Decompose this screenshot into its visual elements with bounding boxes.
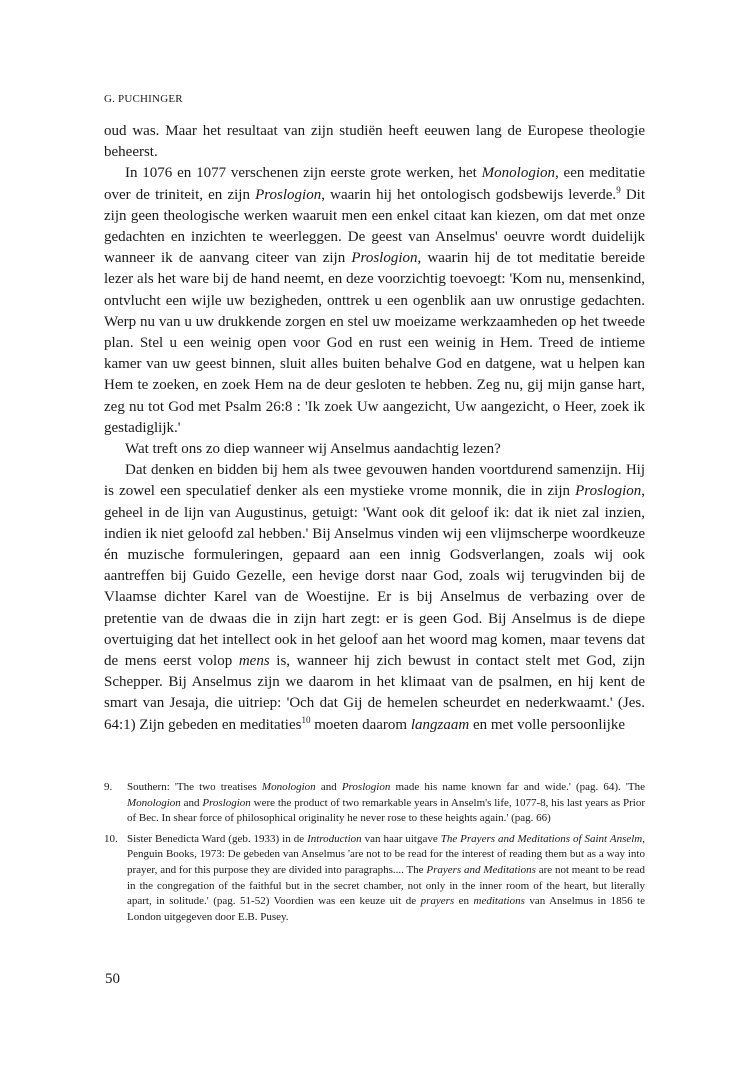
title-proslogion: Proslogion <box>351 250 418 267</box>
italic-run: Prayers and Meditations <box>426 863 536 876</box>
text-run: Dit zijn geen theologische werken waaruit men een enkel citaat kan kiezen, om dat met onze gedachten en inzichten te weerleggen. De geest van Anselmus' oeuvre wordt duidelijk wanneer ik de aanvang citeer van zijn <box>104 186 645 267</box>
text-run: en met volle persoonlijke <box>469 716 625 733</box>
text-run: made his name known far and wide.' (pag. 64). 'The <box>390 781 645 793</box>
text-run: Sister Benedicta Ward (geb. 1933) in de <box>127 832 308 845</box>
text-run: and <box>315 781 342 793</box>
footnote-ref-10[interactable]: 10 <box>301 714 311 725</box>
emphasis-langzaam: langzaam <box>410 716 470 733</box>
footnote-10 <box>104 832 645 926</box>
text-run: Dat denken en bidden bij hem als twee gevouwen handen voortdurend samenzijn. Hij is zowel een speculatief denker als een mystieke vrome monnik, die in zijn <box>104 462 645 500</box>
text-run: were the product of two remarkable years in Anselm's life, 1077-8, his last years as Prior of Bec. In shear force of philosophical originality he never rose to these heights again.' (pag. 66) <box>127 796 645 825</box>
text-run: In 1076 en 1077 verschenen zijn eerste grote werken, het <box>125 165 482 182</box>
paragraph-1-text: oud was. Maar het resultaat van zijn studiën heeft eeuwen lang de Europese theologie beheerst. <box>104 123 645 161</box>
italic-run: Proslogion <box>202 796 251 809</box>
text-run: , een meditatie over de triniteit, en zijn <box>104 165 645 203</box>
text-run: , waarin hij het ontologisch godsbewijs leverde. <box>321 186 617 203</box>
italic-run: meditations <box>473 895 525 908</box>
title-proslogion: Proslogion <box>575 483 642 500</box>
paragraph-4 <box>104 460 645 736</box>
footnotes <box>104 780 645 930</box>
text-run: , geheel in de lijn van Augustinus, getuigt: 'Want ook dit geloof ik: dat ik niet zal inzien, indien ik niet geloofd zal hebben.' Bij Anselmus vinden wij een vlijmscherpe woordkeuze én muzische formuleringen, gepaard aan een innig Godsverlangen, zoals wij ook aantreffen bij Guido Gezelle, een hevige dorst naar God, zoals wij terugvinden bij de Vlaamse dichter Karel van de Woestijne. Er is bij Anselmus de verbazing over de pretentie van de dwaas die in zijn hart zegt: er is geen God. Bij Anselmus is de diepe overtuiging dat het intellect ook in het geloof aan het woord mag komen, maar tevens dat de mens eerst volop <box>104 483 645 670</box>
footnote-ref-9[interactable]: 9 <box>616 184 621 195</box>
italic-run: Monologion <box>127 796 181 809</box>
text-run: van Anselmus in 1856 te London uitgegeven door E.B. Pusey. <box>127 895 645 923</box>
running-head: G. PUCHINGER <box>104 93 183 105</box>
italic-run: The Prayers and Meditations of Saint Anselm <box>440 832 643 845</box>
text-run: , Penguin Books, 1973: De gebeden van Anselmus 'are not to be read for the interest of reading them but as a way into prayer, and for this purpose they are divided into paragraphs.... The <box>127 832 646 876</box>
footnote-text <box>127 780 645 827</box>
text-run: van haar uitgave <box>361 832 441 845</box>
body-text <box>104 121 645 736</box>
paragraph-2 <box>104 163 645 439</box>
title-proslogion: Proslogion <box>255 186 322 203</box>
text-run: is, wanneer hij zich bewust in contact stelt met God, zijn Schepper. Bij Anselmus zijn we daarom in het klimaat van de psalmen, en hij kent de smart van Jesaja, die uitriep: 'Och dat Gij de hemelen scheurdet en nederkwaamt.' (Jes. 64:1) Zijn gebeden en meditaties <box>104 653 645 733</box>
text-run: are not meant to be read in the congregation of the faithful but in the secret chamber, not only in the inner room of the heart, but literally apart, in solitude.' (pag. 51-52) Voordien was een keuze uit de <box>127 863 645 908</box>
italic-run: Proslogion <box>341 781 391 793</box>
footnote-number: 10. <box>104 832 118 845</box>
text-run: moeten daarom <box>310 716 411 733</box>
paragraph-1 <box>104 121 645 163</box>
title-monologion: Monologion <box>481 165 555 182</box>
text-run: en <box>454 895 474 908</box>
footnote-number: 9. <box>104 781 113 793</box>
italic-run: Monologion <box>261 781 316 793</box>
footnote-text <box>127 832 645 926</box>
text-run: , waarin hij de tot meditatie bereide lezer als het ware bij de hand neemt, en deze voorzichtig toevoegt: 'Kom nu, mensenkind, ontvlucht een wijle uw bezigheden, onttrek u een ogenblik aan uw onrustige gedachten. Werp nu van u uw drukkende zorgen en stel uw moeizame werkzaamheden op het tweede plan. Stel u een weinig open voor God en rust een weinig in Hem. Treed de intieme kamer van uw geest binnen, sluit alles buiten behalve God en datgene, wat u helpen kan Hem te zoeken, en zoek Hem na de deur gesloten te hebben. Zeg nu, gij mijn ganse hart, zeg nu tot God met Psalm 26:8 : 'Ik zoek Uw aangezicht, Uw aangezicht, o Heer, zoek ik gestadiglijk.' <box>104 250 645 436</box>
paragraph-3 <box>104 439 645 460</box>
italic-run: Introduction <box>307 832 362 845</box>
text-run: and <box>180 796 203 809</box>
emphasis-mens: mens <box>238 653 270 670</box>
text-run: Southern: 'The two treatises <box>127 781 262 793</box>
paragraph-3-text: Wat treft ons zo diep wanneer wij Anselmus aandachtig lezen? <box>125 441 501 458</box>
footnote-9 <box>104 780 645 827</box>
page-number: 50 <box>105 971 120 987</box>
italic-run: prayers <box>420 895 455 908</box>
